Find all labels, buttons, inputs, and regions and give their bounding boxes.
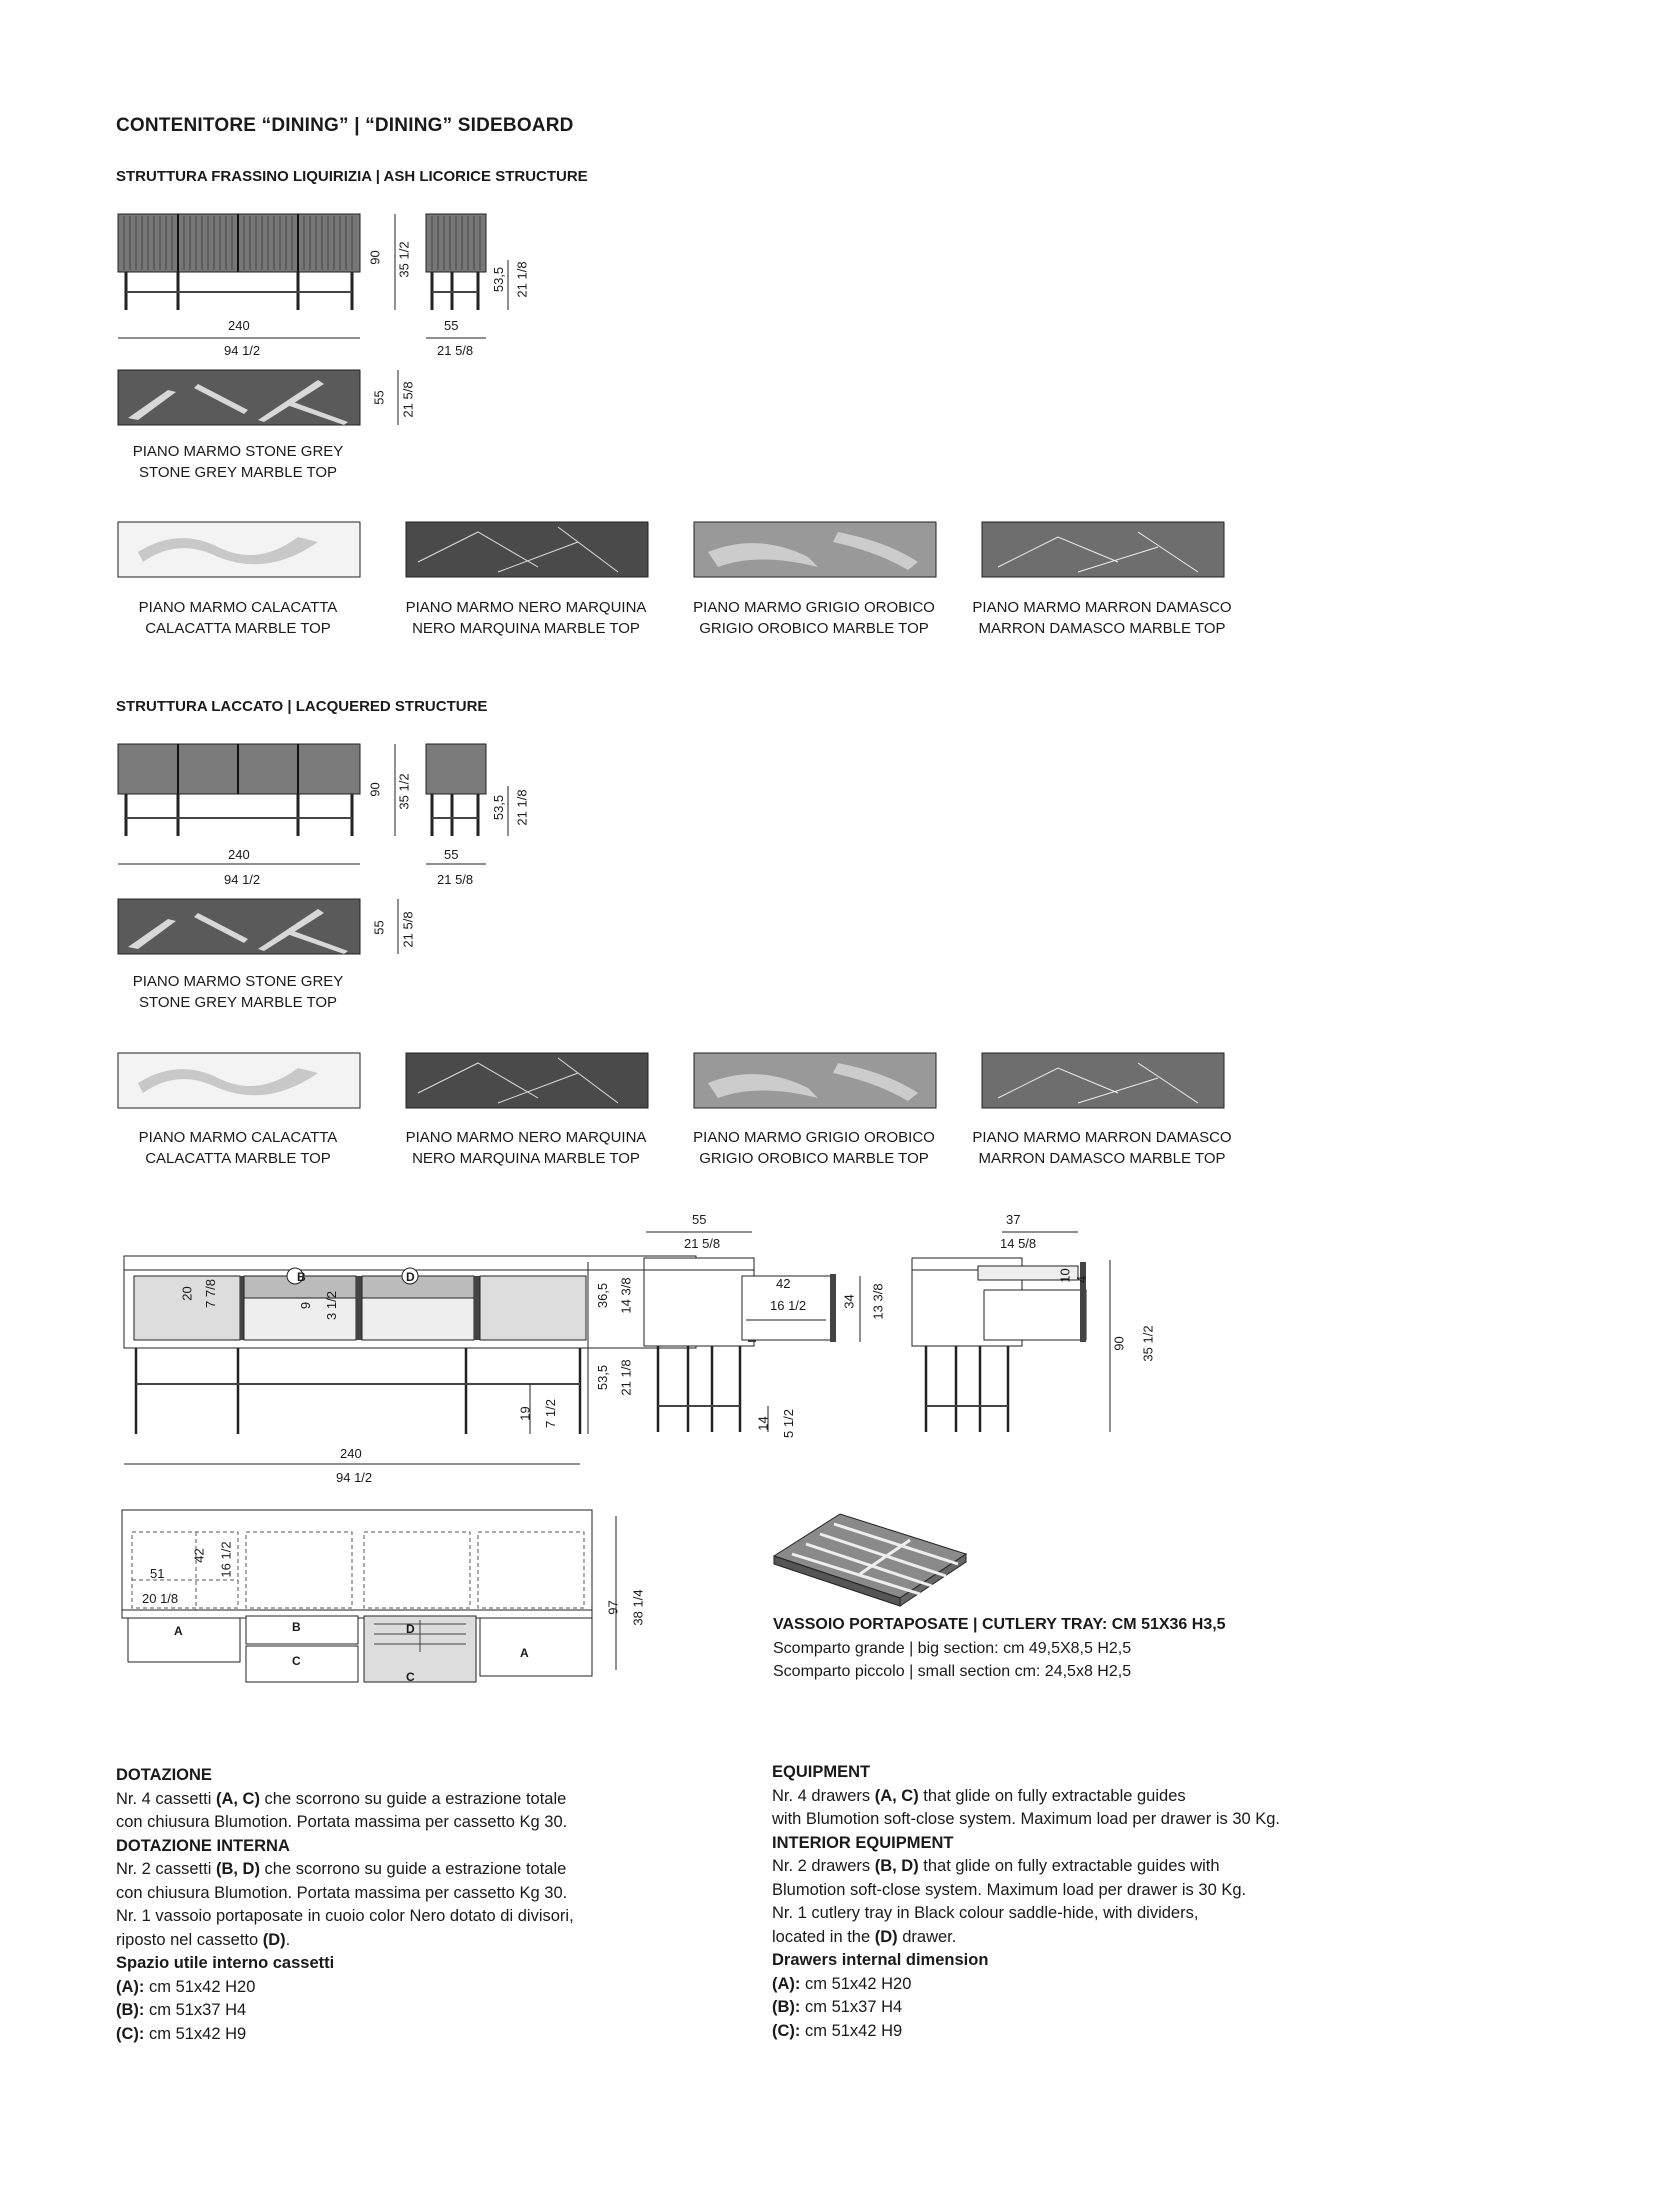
calacatta-caption-2: PIANO MARMO CALACATTA CALACATTA MARBLE TOP [138, 1129, 338, 1167]
dim-side-14: 14 [755, 1416, 771, 1431]
drawer-label-c-left: C [292, 1654, 301, 1668]
top-depth-cm: 55 [371, 390, 387, 405]
dim-side2-10: 10 [1057, 1268, 1073, 1283]
dim-365in: 14 3/8 [618, 1277, 634, 1314]
dim-depth-cm-2: 55 [444, 847, 459, 862]
dim-side-14in: 5 1/2 [780, 1409, 796, 1438]
drawer-label-d-front: D [406, 1270, 415, 1284]
dim-side2-4: 4 [1074, 1275, 1090, 1284]
cutlery-tray-illustration [770, 1506, 970, 1606]
nero-marquina-caption-2: PIANO MARMO NERO MARQUINA NERO MARQUINA MARBLE TOP [405, 1129, 647, 1167]
caption-en: STONE GREY MARBLE TOP [138, 464, 338, 481]
dim-side2-37: 37 [1006, 1212, 1021, 1227]
calacatta-caption-1: PIANO MARMO CALACATTA CALACATTA MARBLE TOP [138, 599, 338, 637]
dim-leg-in: 21 1/8 [514, 261, 530, 298]
dim-depth-in: 21 5/8 [437, 343, 474, 358]
dim-side2-90: 90 [1111, 1336, 1127, 1351]
section-heading-ash: STRUTTURA FRASSINO LIQUIRIZIA | ASH LICORICE STRUCTURE [116, 168, 588, 185]
dim-leg-in-2: 21 1/8 [514, 789, 530, 826]
drawer-label-c-right: C [406, 1670, 415, 1684]
section-heading-lacquered: STRUTTURA LACCATO | LACQUERED STRUCTURE [116, 698, 488, 715]
marble-swatches-row-2 [118, 1053, 1228, 1113]
lacquered-stone-grey-top [118, 899, 368, 955]
dim-side2-90in: 35 1/2 [1140, 1325, 1156, 1362]
grigio-orobico-caption-2: PIANO MARMO GRIGIO OROBICO GRIGIO OROBICO MARBLE TOP [693, 1129, 935, 1167]
plan-dim-97: 97 [605, 1600, 621, 1615]
dim-side2-37in: 14 5/8 [1000, 1236, 1037, 1251]
dim-side-55in: 21 5/8 [684, 1236, 721, 1251]
dim-20in: 7 7/8 [202, 1279, 218, 1308]
dim-depth-in-2: 21 5/8 [437, 872, 474, 887]
top-depth-in: 21 5/8 [400, 381, 416, 418]
dim-20: 20 [179, 1286, 195, 1301]
drawer-label-b-front: B [297, 1270, 306, 1284]
drawer-label-d-plan: D [406, 1622, 415, 1636]
technical-side-section-1 [640, 1210, 900, 1450]
marble-swatches-row-1 [118, 522, 1228, 582]
dim-width-in-2: 94 1/2 [224, 872, 261, 887]
dim-width-cm-2: 240 [228, 847, 250, 862]
top-depth-in-2: 21 5/8 [400, 911, 416, 948]
dim-9: 9 [298, 1301, 314, 1310]
dim-19: 19 [517, 1406, 533, 1421]
tray-line-1: Scomparto grande | big section: cm 49,5X8,5 H2,5 [773, 1640, 1132, 1657]
marron-damasco-caption-2: PIANO MARMO MARRON DAMASCO MARRON DAMASCO MARBLE TOP [972, 1129, 1232, 1167]
dim-front-width-in: 94 1/2 [336, 1470, 373, 1485]
nero-marquina-caption-1: PIANO MARMO NERO MARQUINA NERO MARQUINA MARBLE TOP [405, 599, 647, 637]
plan-dim-20in: 20 1/8 [142, 1591, 179, 1606]
dim-19in: 7 1/2 [542, 1399, 558, 1428]
dim-front-width: 240 [340, 1446, 362, 1461]
caption-it: PIANO MARMO STONE GREY [132, 443, 344, 460]
dim-height-cm-2: 90 [367, 782, 383, 797]
english-equipment-text: EQUIPMENT Nr. 4 drawers (A, C) that glide on fully extractable guides with Blumotion soft-close system. Maximum load per drawer is 30 Kg. INTERIOR EQUIPMENT Nr. 2 drawers (B, D) that glide on fully extractable guides with Blumotion soft-close system. Maximum load per drawer is 30 Kg. Nr. 1 cutlery tray in Black colour saddle-hide, with dividers, located in the (D) drawer. Drawers internal dimension (A): cm 51x42 H20 (B): cm 51x37 H4 (C): cm 51x42 H9 [772, 1763, 1281, 2040]
drawer-label-a-right: A [520, 1646, 529, 1660]
plan-dim-51: 51 [150, 1566, 165, 1581]
dim-535: 53,5 [595, 1364, 611, 1391]
drawer-label-a-left: A [174, 1624, 183, 1638]
dim-height-cm: 90 [367, 250, 383, 265]
dim-width-in: 94 1/2 [224, 343, 261, 358]
plan-dim-42: 42 [191, 1548, 207, 1563]
page-title: CONTENITORE “DINING” | “DINING” SIDEBOARD [116, 115, 574, 136]
dim-365: 36,5 [595, 1282, 611, 1309]
dim-side-55: 55 [692, 1212, 707, 1227]
lacquered-front-elevation [110, 740, 530, 890]
dim-535in: 21 1/8 [618, 1359, 634, 1396]
ash-stone-grey-top [118, 370, 368, 426]
drawer-label-b-plan: B [292, 1620, 301, 1634]
tray-line-2: Scomparto piccolo | small section cm: 24,5x8 H2,5 [773, 1663, 1132, 1680]
dim-side-42in: 16 1/2 [770, 1298, 807, 1313]
plan-dim-42in: 16 1/2 [218, 1541, 234, 1578]
dim-side-34in: 13 3/8 [870, 1283, 886, 1320]
dim-depth-cm: 55 [444, 318, 459, 333]
dim-height-in-2: 35 1/2 [396, 773, 412, 810]
top-depth-cm-2: 55 [371, 920, 387, 935]
dim-height-in: 35 1/2 [396, 241, 412, 278]
technical-plan-view [118, 1506, 658, 1686]
tray-title: VASSOIO PORTAPOSATE | CUTLERY TRAY: CM 51X36 H3,5 [773, 1616, 1226, 1633]
ash-main-top-caption [88, 441, 388, 483]
ash-front-elevation [110, 210, 530, 360]
grigio-orobico-caption-1: PIANO MARMO GRIGIO OROBICO GRIGIO OROBICO MARBLE TOP [693, 599, 935, 637]
dim-leg-cm: 53,5 [491, 266, 507, 293]
dim-leg-cm-2: 53,5 [491, 794, 507, 821]
dim-width-cm: 240 [228, 318, 250, 333]
marron-damasco-caption-1: PIANO MARMO MARRON DAMASCO MARRON DAMASCO MARBLE TOP [972, 599, 1232, 637]
italian-equipment-text: DOTAZIONE Nr. 4 cassetti (A, C) che scorrono su guide a estrazione totale con chiusura Blumotion. Portata massima per cassetto Kg 30. DOTAZIONE INTERNA Nr. 2 cassetti (B, D) che scorrono su guide a estrazione totale con chiusura Blumotion. Portata massima per cassetto Kg 30. Nr. 1 vassoio portaposate in cuoio color Nero dotato di divisori, riposto nel cassetto (D). Spazio utile interno cassetti (A): cm 51x42 H20 (B): cm 51x37 H4 (C): cm 51x42 H9 [116, 1766, 574, 2043]
lacquered-main-top-caption: PIANO MARMO STONE GREY STONE GREY MARBLE TOP [132, 973, 344, 1011]
technical-side-section-2 [908, 1210, 1168, 1450]
dim-side-34: 34 [841, 1294, 857, 1309]
plan-dim-97in: 38 1/4 [630, 1589, 646, 1626]
dim-9in: 3 1/2 [323, 1291, 339, 1320]
dim-side-42: 42 [776, 1276, 791, 1291]
